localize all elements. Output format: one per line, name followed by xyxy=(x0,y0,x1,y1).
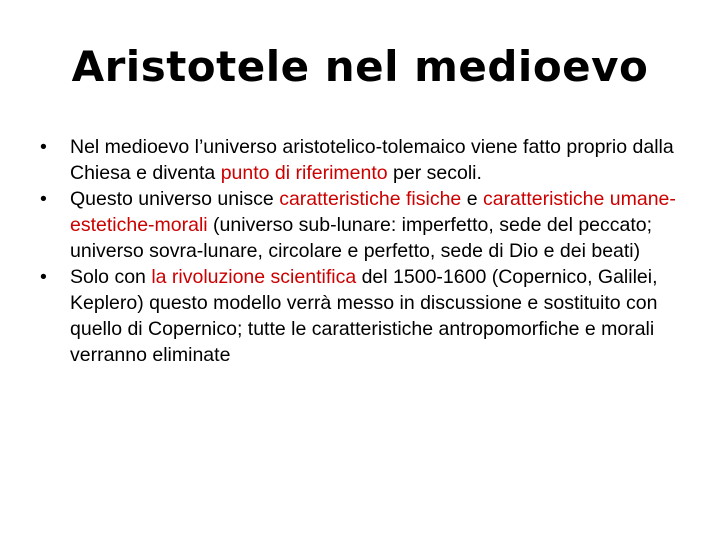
highlighted-segment: punto di riferimento xyxy=(220,162,388,184)
bullet-text xyxy=(70,136,674,184)
highlighted-segment: caratteristiche fisiche xyxy=(279,188,462,210)
bullet-marker: • xyxy=(40,136,47,158)
bullet-text xyxy=(70,266,658,366)
highlighted-segment: caratteristiche umane-estetiche-morali xyxy=(70,188,676,236)
text-segment: Solo con xyxy=(70,266,152,288)
slide-title: Aristotele nel medioevo xyxy=(71,42,649,91)
bullet-marker: • xyxy=(40,266,47,288)
bullet-text xyxy=(70,188,676,262)
text-segment: per secoli. xyxy=(387,162,482,184)
text-segment: (universo sub-lunare: imperfetto, sede del peccato; universo sovra-lunare, circolare e perfetto, sede di Dio e dei beati) xyxy=(70,214,653,262)
text-segment: Nel medioevo l’universo aristotelico-tolemaico viene fatto proprio dalla Chiesa e diventa xyxy=(70,136,674,184)
bullet-item-2 xyxy=(40,186,690,264)
highlighted-segment: la rivoluzione scientifica xyxy=(151,266,357,288)
text-segment: e xyxy=(461,188,483,210)
text-segment: Questo universo unisce xyxy=(70,188,280,210)
bullet-marker: • xyxy=(40,188,47,210)
bullet-item-1 xyxy=(40,134,690,186)
bullet-list xyxy=(40,134,690,368)
bullet-item-3 xyxy=(40,264,690,368)
text-segment: del 1500-1600 (Copernico, Galilei, Keplero) questo modello verrà messo in discussione e sostituito con quello di Copernico; tutte le caratteristiche antropomorfiche e morali verranno eliminate xyxy=(70,266,658,366)
